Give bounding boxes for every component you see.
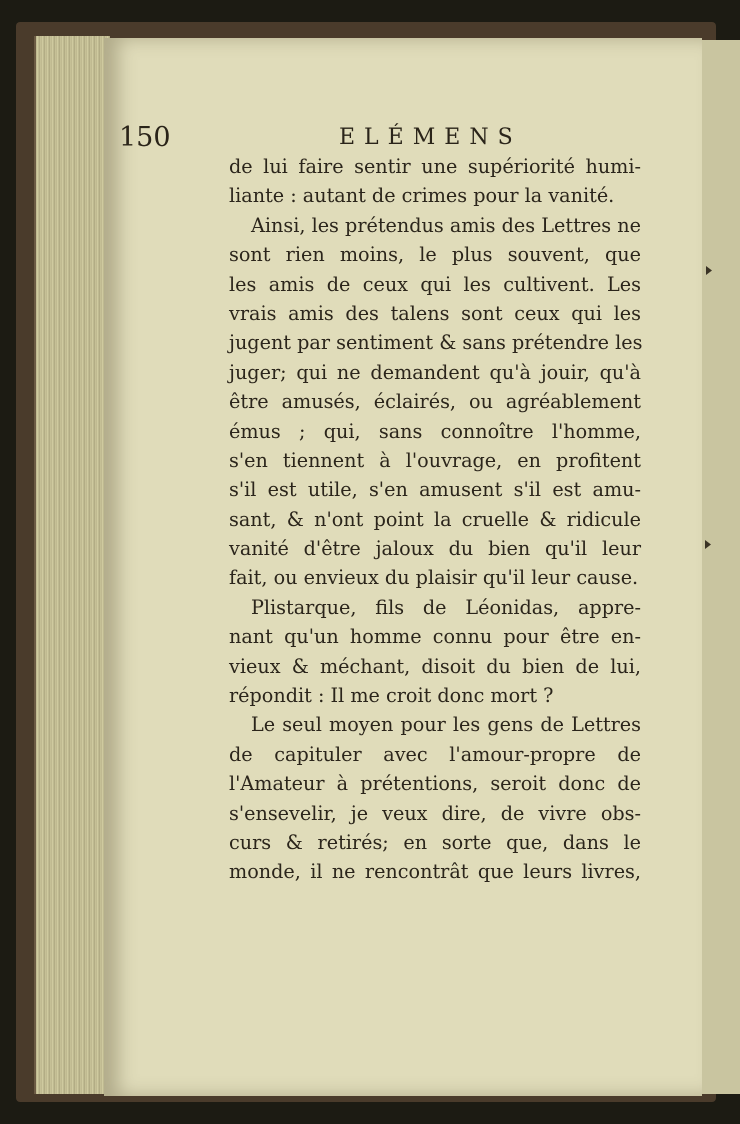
text-line: monde, il ne rencontrât que leurs livres, (229, 860, 641, 884)
text-line: les amis de ceux qui les cultivent. Les (229, 272, 641, 296)
paragraph (229, 211, 641, 593)
text-line: sont rien moins, le plus souvent, que (229, 243, 641, 267)
running-head: ELÉMENS (339, 125, 522, 150)
paragraph (229, 593, 641, 711)
text-line: liante : autant de crimes pour la vanité. (229, 184, 615, 208)
body-text (229, 152, 641, 887)
text-line: vanité d'être jaloux du bien qu'il leur (229, 537, 641, 561)
text-line: jugent par sentiment & sans prétendre les (229, 331, 643, 355)
paragraph (229, 710, 641, 886)
text-line: de lui faire sentir une supériorité humi- (229, 155, 641, 178)
text-line: émus ; qui, sans connoître l'homme, (229, 419, 641, 443)
page-header (119, 120, 639, 156)
text-line: Ainsi, les prétendus amis des Lettres ne (251, 213, 641, 237)
text-line: s'il est utile, s'en amusent s'il est amu- (229, 478, 641, 502)
text-line: juger; qui ne demandent qu'à jouir, qu'à (229, 360, 641, 384)
page-number: 150 (119, 122, 171, 153)
text-line: vrais amis des talens sont ceux qui les (229, 301, 641, 325)
text-line: vieux & méchant, disoit du bien de lui, (229, 654, 641, 678)
text-line: nant qu'un homme connu pour être en- (229, 625, 641, 649)
text-line: être amusés, éclairés, ou agréablement (229, 390, 641, 414)
text-line: Plistarque, fils de Léonidas, appre- (251, 595, 641, 619)
text-line: de capituler avec l'amour-propre de (229, 742, 641, 766)
page-edges (34, 36, 110, 1094)
text-line: s'en tiennent à l'ouvrage, en profitent (229, 448, 641, 472)
text-line: sant, & n'ont point la cruelle & ridicule (229, 507, 641, 531)
paragraph (229, 152, 641, 211)
text-line: curs & retirés; en sorte que, dans le (229, 830, 641, 854)
text-line: s'ensevelir, je veux dire, de vivre obs- (229, 801, 641, 825)
text-line: Le seul moyen pour les gens de Lettres (251, 713, 641, 737)
text-line: répondit : Il me croit donc mort ? (229, 684, 554, 708)
facing-page-edge (700, 40, 740, 1094)
text-line: l'Amateur à prétentions, seroit donc de (229, 772, 641, 796)
text-line: fait, ou envieux du plaisir qu'il leur cause. (229, 566, 639, 590)
